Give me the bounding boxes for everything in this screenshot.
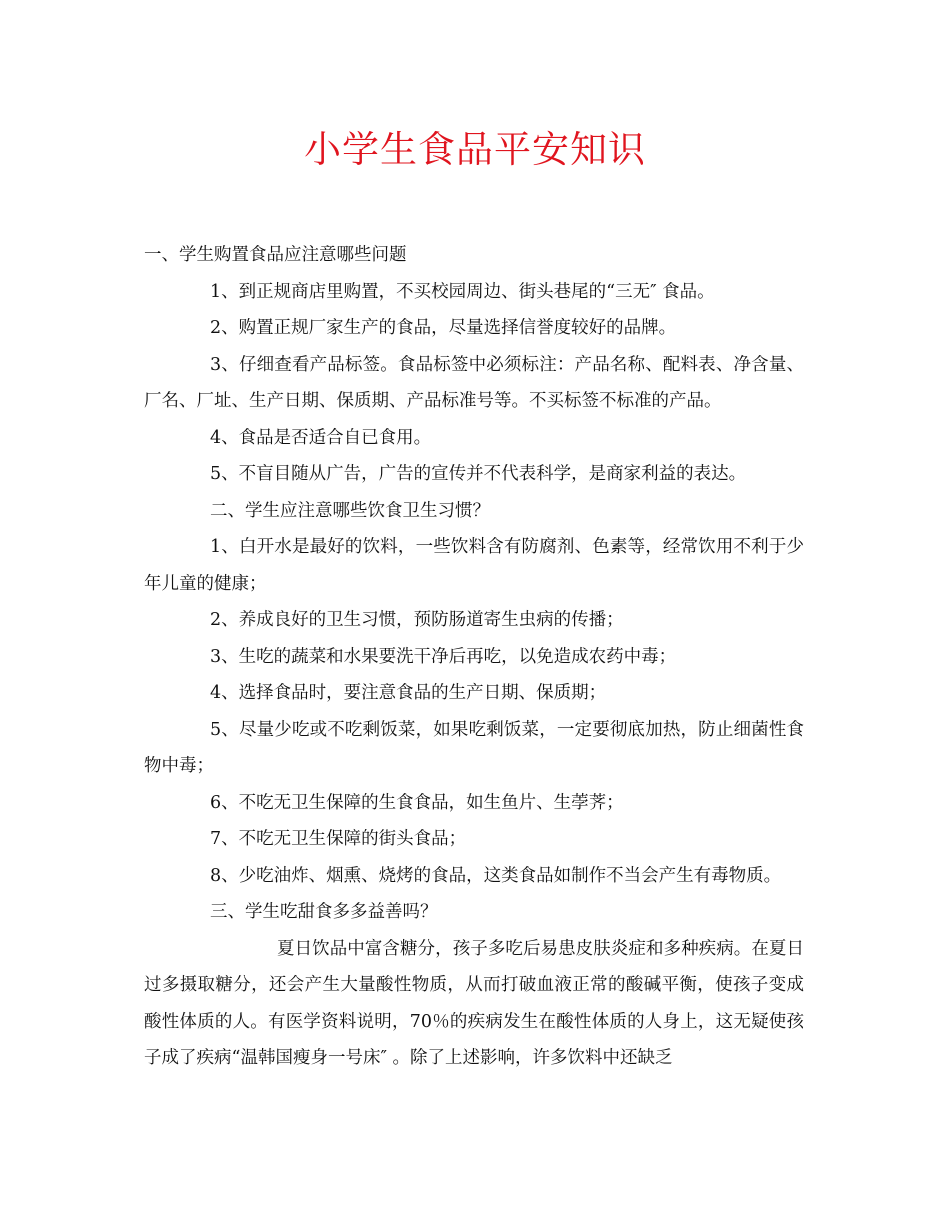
- list-item: 1、到正规商店里购置，不买校园周边、街头巷尾的“三无″ 食品。: [210, 281, 715, 302]
- list-item: 2、购置正规厂家生产的食品，尽量选择信誉度较好的品牌。: [210, 318, 677, 338]
- document-body: [144, 237, 804, 1077]
- list-item: 5、尽量少吃或不吃剩饭菜，如果吃剩饭菜，一定要彻底加热，防止细菌性食物中毒；: [144, 719, 804, 776]
- list-item: 2、养成良好的卫生习惯，预防肠道寄生虫病的传播；: [210, 610, 624, 630]
- list-item: 4、选择食品时，要注意食品的生产日期、保质期；: [210, 683, 607, 703]
- list-item: 1、白开水是最好的饮料，一些饮料含有防腐剂、色素等，经常饮用不利于少年儿童的健康；: [144, 537, 804, 594]
- body-paragraph: 夏日饮品中富含糖分，孩子多吃后易患皮肤炎症和多种疾病。在夏日过多摄取糖分，还会产生大量酸性物质，从而打破血液正常的酸碱平衡，使孩子变成酸性体质的人。有医学资料说明，70％的疾病发生在酸性体质的人身上，这无疑使孩子成了疾病“温韩国瘦身一号床″ 。除了上述影响，许多饮料中还缺乏: [144, 938, 804, 1068]
- section-heading-2: 二、学生应注意哪些饮食卫生习惯？: [210, 500, 490, 521]
- list-item: 6、不吃无卫生保障的生食食品，如生鱼片、生荸荠；: [210, 792, 624, 813]
- list-item: 8、少吃油炸、烟熏、烧烤的食品，这类食品如制作不当会产生有毒物质。: [210, 865, 782, 886]
- document-title: 小学生食品平安知识: [304, 128, 646, 171]
- section-heading-1: 一、学生购置食品应注意哪些问题: [144, 245, 407, 265]
- section-heading-3: 三、学生吃甜食多多益善吗？: [210, 902, 438, 922]
- list-item: 4、食品是否适合自已食用。: [210, 427, 432, 448]
- list-item: 7、不吃无卫生保障的街头食品；: [210, 829, 467, 849]
- list-item: 3、仔细查看产品标签。食品标签中必须标注：产品名称、配料表、净含量、厂名、厂址、生产日期、保质期、产品标准号等。不买标签不标准的产品。: [144, 354, 804, 411]
- list-item: 5、不盲目随从广告，广告的宣传并不代表科学，是商家利益的表达。: [210, 464, 747, 484]
- list-item: 3、生吃的蔬菜和水果要洗干净后再吃，以免造成农药中毒；: [210, 646, 677, 667]
